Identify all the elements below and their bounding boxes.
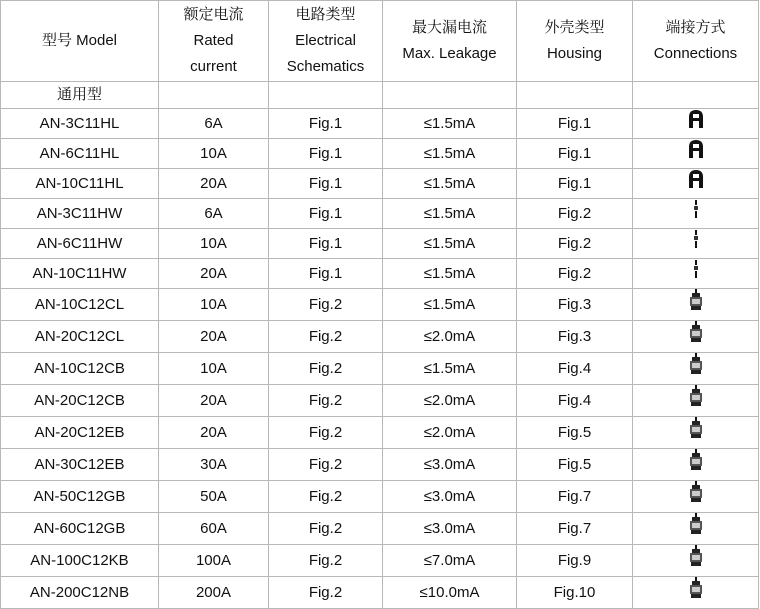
quick-connect-terminal-icon	[688, 449, 704, 480]
schematic-cell: Fig.1	[269, 139, 383, 169]
schematic-cell: Fig.1	[269, 259, 383, 289]
quick-connect-terminal-icon	[688, 385, 704, 416]
leakage-cell: ≤1.5mA	[383, 169, 517, 199]
screw-terminal-icon	[687, 109, 705, 138]
model-cell: AN-200C12NB	[1, 577, 159, 609]
schematic-cell: Fig.1	[269, 229, 383, 259]
group-row	[1, 82, 759, 109]
schematic-cell: Fig.2	[269, 289, 383, 321]
housing-cell: Fig.1	[517, 139, 633, 169]
rated-current-cell: 50A	[159, 481, 269, 513]
leakage-cell: ≤3.0mA	[383, 449, 517, 481]
connection-cell	[633, 139, 759, 169]
housing-cell: Fig.7	[517, 513, 633, 545]
schematic-cell: Fig.2	[269, 385, 383, 417]
leakage-cell: ≤2.0mA	[383, 321, 517, 353]
rated-current-cell: 20A	[159, 169, 269, 199]
quick-connect-terminal-icon	[688, 545, 704, 576]
housing-cell: Fig.5	[517, 449, 633, 481]
rated-current-cell: 10A	[159, 353, 269, 385]
quick-connect-terminal-icon	[688, 353, 704, 384]
model-cell: AN-20C12EB	[1, 417, 159, 449]
schematic-cell: Fig.1	[269, 199, 383, 229]
header-housing: 外壳类型 Housing	[517, 1, 633, 82]
header-schematics: 电路类型 Electrical Schematics	[269, 1, 383, 82]
rated-current-cell: 30A	[159, 449, 269, 481]
model-cell: AN-10C11HL	[1, 169, 159, 199]
housing-cell: Fig.1	[517, 109, 633, 139]
table-row	[1, 259, 759, 289]
connection-cell	[633, 417, 759, 449]
connection-cell	[633, 385, 759, 417]
rated-current-cell: 200A	[159, 577, 269, 609]
housing-cell: Fig.2	[517, 199, 633, 229]
rated-current-cell: 20A	[159, 417, 269, 449]
table-row	[1, 577, 759, 609]
model-cell: AN-20C12CL	[1, 321, 159, 353]
connection-cell	[633, 481, 759, 513]
rated-current-cell: 20A	[159, 385, 269, 417]
table-row	[1, 417, 759, 449]
model-cell: AN-30C12EB	[1, 449, 159, 481]
connection-cell	[633, 321, 759, 353]
header-row	[1, 1, 759, 82]
model-cell: AN-6C11HW	[1, 229, 159, 259]
rated-current-cell: 100A	[159, 545, 269, 577]
group-label: 通用型	[1, 82, 159, 109]
rated-current-cell: 20A	[159, 259, 269, 289]
schematic-cell: Fig.2	[269, 481, 383, 513]
connection-cell	[633, 199, 759, 229]
leakage-cell: ≤2.0mA	[383, 417, 517, 449]
housing-cell: Fig.5	[517, 417, 633, 449]
housing-cell: Fig.4	[517, 353, 633, 385]
leakage-cell: ≤7.0mA	[383, 545, 517, 577]
housing-cell: Fig.9	[517, 545, 633, 577]
rated-current-cell: 10A	[159, 289, 269, 321]
wire-lead-icon	[692, 229, 700, 258]
header-connections: 端接方式 Connections	[633, 1, 759, 82]
rated-current-cell: 10A	[159, 139, 269, 169]
quick-connect-terminal-icon	[688, 321, 704, 352]
connection-cell	[633, 109, 759, 139]
rated-current-cell: 6A	[159, 109, 269, 139]
table-row	[1, 109, 759, 139]
schematic-cell: Fig.1	[269, 169, 383, 199]
wire-lead-icon	[692, 199, 700, 228]
model-cell: AN-10C12CL	[1, 289, 159, 321]
leakage-cell: ≤1.5mA	[383, 289, 517, 321]
leakage-cell: ≤1.5mA	[383, 259, 517, 289]
housing-cell: Fig.4	[517, 385, 633, 417]
model-cell: AN-20C12CB	[1, 385, 159, 417]
model-cell: AN-100C12KB	[1, 545, 159, 577]
model-cell: AN-10C12CB	[1, 353, 159, 385]
connection-cell	[633, 577, 759, 609]
connection-cell	[633, 229, 759, 259]
quick-connect-terminal-icon	[688, 577, 704, 608]
table-row	[1, 513, 759, 545]
schematic-cell: Fig.2	[269, 545, 383, 577]
table-row	[1, 449, 759, 481]
housing-cell: Fig.7	[517, 481, 633, 513]
model-cell: AN-3C11HL	[1, 109, 159, 139]
wire-lead-icon	[692, 259, 700, 288]
schematic-cell: Fig.2	[269, 577, 383, 609]
leakage-cell: ≤10.0mA	[383, 577, 517, 609]
connection-cell	[633, 449, 759, 481]
model-cell: AN-50C12GB	[1, 481, 159, 513]
rated-current-cell: 60A	[159, 513, 269, 545]
schematic-cell: Fig.2	[269, 353, 383, 385]
housing-cell: Fig.3	[517, 321, 633, 353]
rated-current-cell: 6A	[159, 199, 269, 229]
housing-cell: Fig.3	[517, 289, 633, 321]
table-row	[1, 353, 759, 385]
quick-connect-terminal-icon	[688, 417, 704, 448]
housing-cell: Fig.10	[517, 577, 633, 609]
leakage-cell: ≤1.5mA	[383, 109, 517, 139]
table-row	[1, 289, 759, 321]
model-cell: AN-6C11HL	[1, 139, 159, 169]
leakage-cell: ≤1.5mA	[383, 353, 517, 385]
table-row	[1, 229, 759, 259]
schematic-cell: Fig.2	[269, 449, 383, 481]
quick-connect-terminal-icon	[688, 481, 704, 512]
leakage-cell: ≤1.5mA	[383, 139, 517, 169]
rated-current-cell: 10A	[159, 229, 269, 259]
schematic-cell: Fig.2	[269, 321, 383, 353]
schematic-cell: Fig.2	[269, 417, 383, 449]
table-row	[1, 139, 759, 169]
connection-cell	[633, 353, 759, 385]
header-leakage: 最大漏电流 Max. Leakage	[383, 1, 517, 82]
housing-cell: Fig.1	[517, 169, 633, 199]
header-rated-current: 额定电流 Rated current	[159, 1, 269, 82]
table-row	[1, 385, 759, 417]
table-row	[1, 199, 759, 229]
leakage-cell: ≤3.0mA	[383, 513, 517, 545]
table-row	[1, 545, 759, 577]
leakage-cell: ≤1.5mA	[383, 199, 517, 229]
connection-cell	[633, 259, 759, 289]
quick-connect-terminal-icon	[688, 513, 704, 544]
model-cell: AN-10C11HW	[1, 259, 159, 289]
model-cell: AN-3C11HW	[1, 199, 159, 229]
housing-cell: Fig.2	[517, 229, 633, 259]
housing-cell: Fig.2	[517, 259, 633, 289]
table-row	[1, 321, 759, 353]
schematic-cell: Fig.2	[269, 513, 383, 545]
screw-terminal-icon	[687, 169, 705, 198]
leakage-cell: ≤1.5mA	[383, 229, 517, 259]
rated-current-cell: 20A	[159, 321, 269, 353]
connection-cell	[633, 545, 759, 577]
screw-terminal-icon	[687, 139, 705, 168]
connection-cell	[633, 513, 759, 545]
leakage-cell: ≤3.0mA	[383, 481, 517, 513]
connection-cell	[633, 289, 759, 321]
table-row	[1, 481, 759, 513]
leakage-cell: ≤2.0mA	[383, 385, 517, 417]
model-cell: AN-60C12GB	[1, 513, 159, 545]
header-model: 型号 Model	[1, 1, 159, 82]
quick-connect-terminal-icon	[688, 289, 704, 320]
schematic-cell: Fig.1	[269, 109, 383, 139]
connection-cell	[633, 169, 759, 199]
table-row	[1, 169, 759, 199]
